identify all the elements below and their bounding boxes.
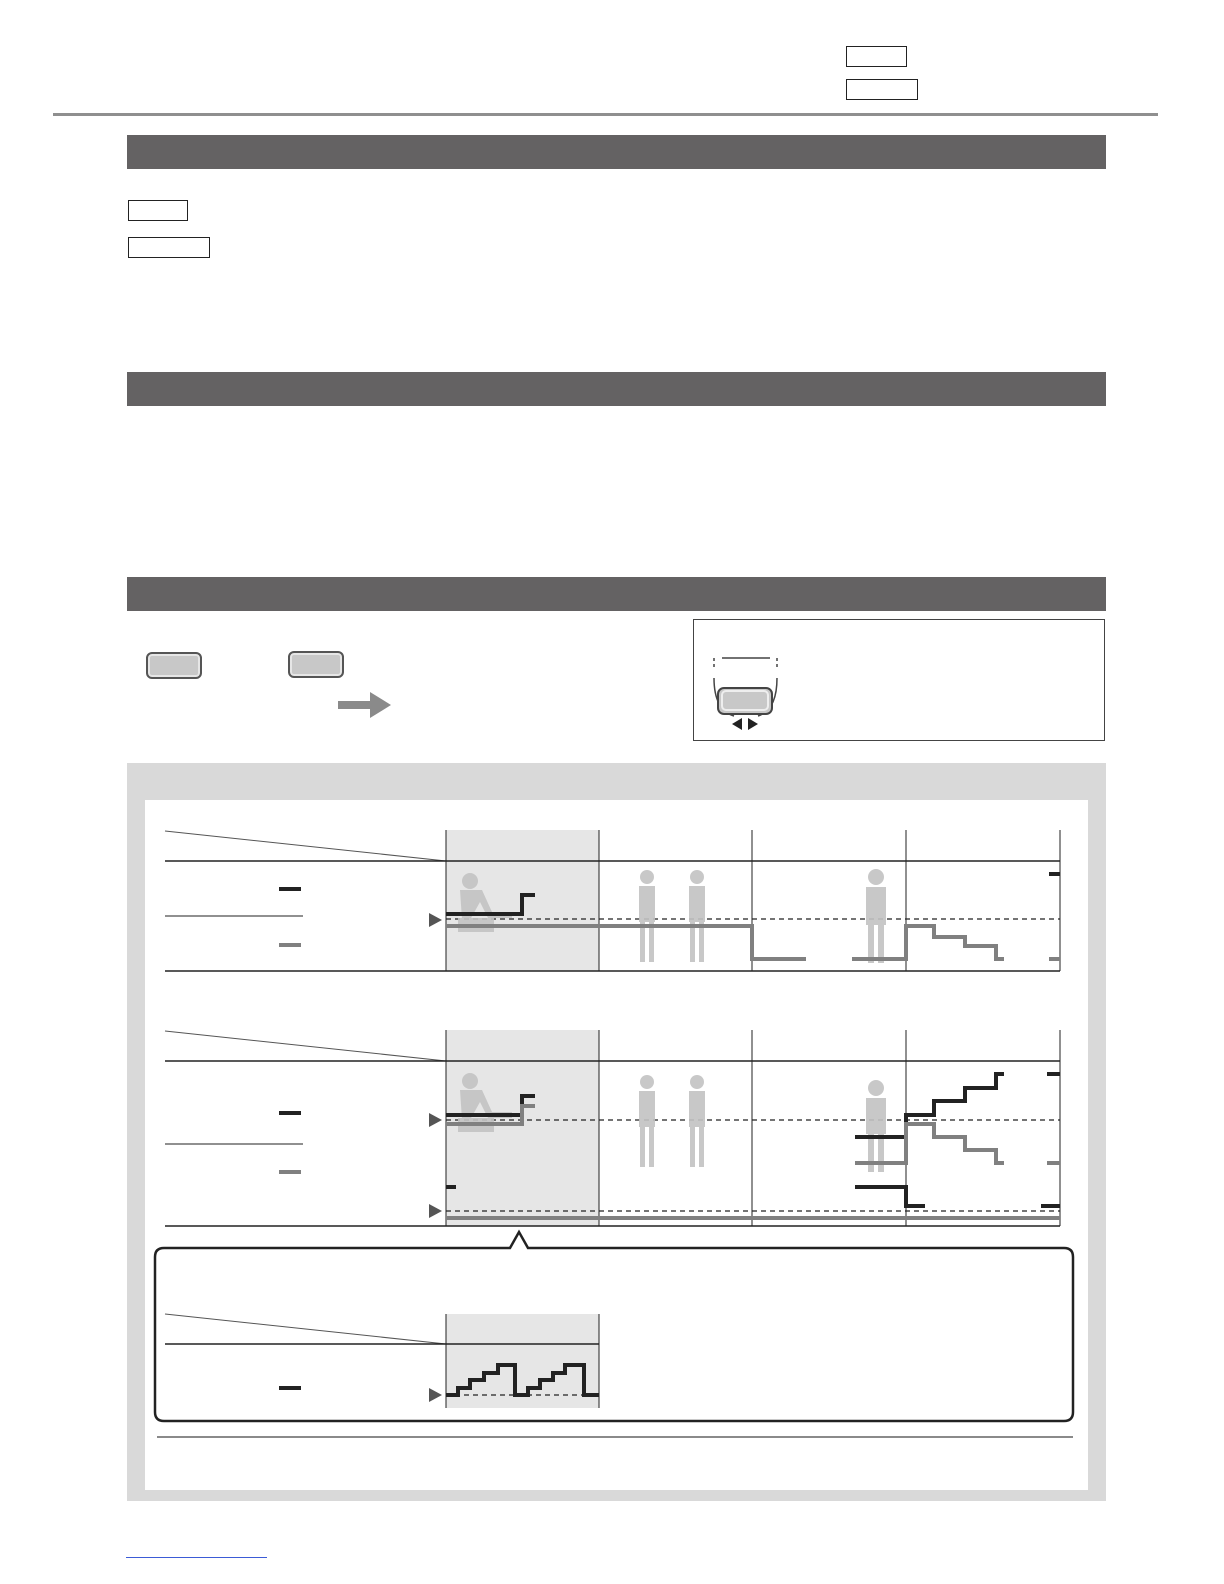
diagram-2 <box>165 1030 1060 1226</box>
footer-link[interactable] <box>126 1555 267 1558</box>
callout-box <box>155 1232 1073 1421</box>
diagram-1 <box>165 830 1060 971</box>
